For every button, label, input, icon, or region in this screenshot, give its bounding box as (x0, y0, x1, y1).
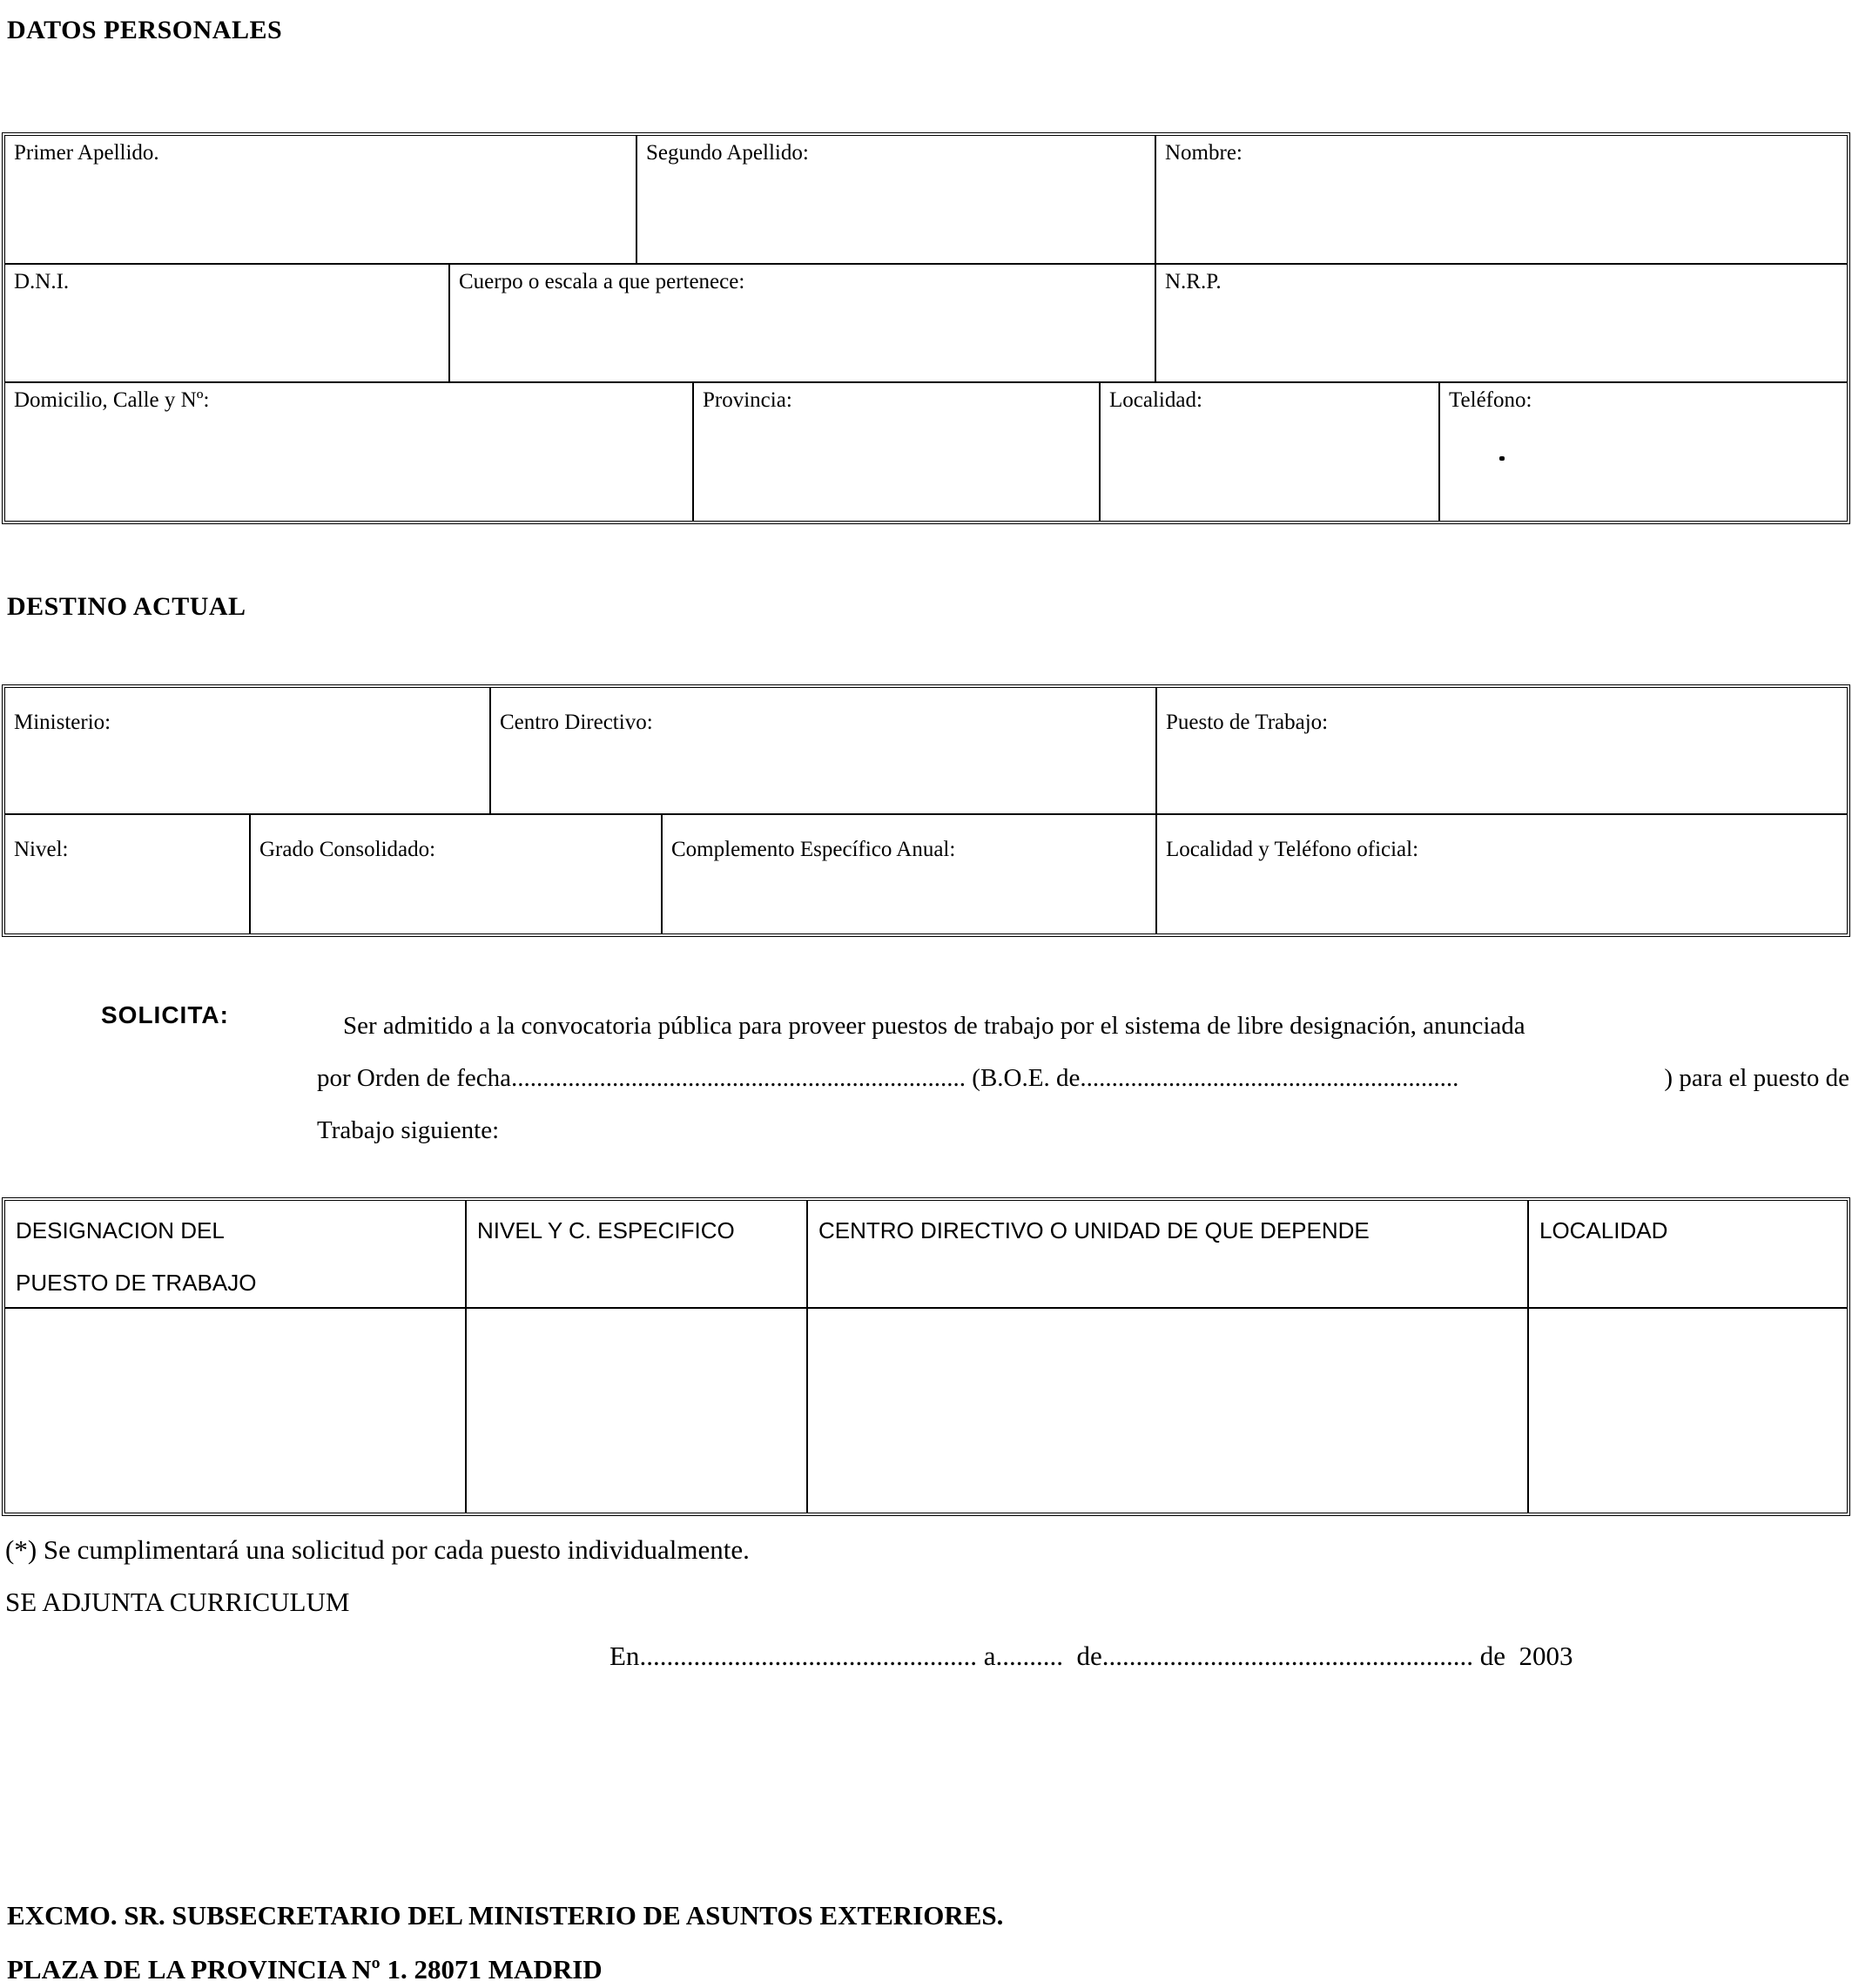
adjunta-text: SE ADJUNTA CURRICULUM (5, 1587, 350, 1617)
year-text: de 2003 (1472, 1641, 1573, 1671)
localidad-telefono-label: Localidad y Teléfono oficial: (1166, 838, 1419, 861)
en-label: En (609, 1641, 640, 1671)
nrp-field[interactable] (1156, 265, 1847, 383)
puesto-nivel-cell[interactable] (467, 1309, 808, 1513)
nivel-header-label: NIVEL Y C. ESPECIFICO (477, 1217, 735, 1243)
destino-actual-heading: DESTINO ACTUAL (7, 592, 246, 621)
datos-personales-grid (2, 132, 1850, 524)
centro-directivo-label: Centro Directivo: (500, 711, 653, 734)
centro-header-label: CENTRO DIRECTIVO O UNIDAD DE QUE DEPENDE (818, 1217, 1370, 1243)
puesto-trabajo-label: Puesto de Trabajo: (1166, 711, 1329, 734)
segundo-apellido-field[interactable] (637, 136, 1156, 265)
localidad-header-label: LOCALIDAD (1539, 1217, 1668, 1243)
dni-field[interactable] (5, 265, 450, 383)
telefono-label: Teléfono: (1449, 388, 1532, 412)
grado-field[interactable] (251, 815, 663, 933)
boe-label: (B.O.E. de (966, 1064, 1081, 1092)
dia-blank[interactable]: .......... (995, 1641, 1063, 1671)
provincia-field[interactable] (694, 383, 1101, 521)
orden-fecha-label: por Orden de fecha (317, 1064, 512, 1092)
puesto-header-centro (808, 1201, 1529, 1309)
provincia-label: Provincia: (703, 388, 792, 412)
domicilio-label: Domicilio, Calle y Nº: (14, 388, 210, 412)
puesto-localidad-cell[interactable] (1529, 1309, 1847, 1513)
datos-personales-heading: DATOS PERSONALES (7, 16, 283, 44)
puesto-designacion-cell[interactable] (5, 1309, 467, 1513)
complemento-label: Complemento Específico Anual: (671, 838, 956, 861)
de-label: de (1062, 1641, 1102, 1671)
solicita-line-2 (317, 1052, 1849, 1104)
nivel-field[interactable] (5, 815, 251, 933)
a-label: a (976, 1641, 996, 1671)
segundo-apellido-label: Segundo Apellido: (646, 141, 809, 165)
solicita-line-1: Ser admitido a la convocatoria pública para proveer puestos de trabajo por el sistema de libre designación, anunciada (343, 1012, 1525, 1040)
localidad-field[interactable] (1101, 383, 1440, 521)
puesto-table (2, 1197, 1850, 1516)
puesto-header-localidad (1529, 1201, 1847, 1309)
orden-fecha-blank[interactable]: ........................................................................ (511, 1064, 966, 1092)
nombre-label: Nombre: (1165, 141, 1243, 165)
designacion-header-label: DESIGNACION DEL PUESTO DE TRABAJO (16, 1217, 257, 1296)
destino-actual-grid (2, 684, 1850, 937)
puesto-centro-cell[interactable] (808, 1309, 1529, 1513)
cuerpo-field[interactable] (450, 265, 1156, 383)
centro-directivo-field[interactable] (491, 688, 1157, 815)
mes-blank[interactable]: ....................................................... (1101, 1641, 1473, 1671)
footer-line-1: EXCMO. SR. SUBSECRETARIO DEL MINISTERIO DE ASUNTOS EXTERIORES. (7, 1900, 1004, 1931)
grado-label: Grado Consolidado: (259, 838, 436, 861)
localidad-telefono-field[interactable] (1157, 815, 1847, 933)
lugar-blank[interactable]: .................................................. (639, 1641, 977, 1671)
boe-blank[interactable]: ............................................................ (1080, 1064, 1459, 1092)
localidad-label: Localidad: (1109, 388, 1202, 412)
solicita-line-3: Trabajo siguiente: (317, 1116, 500, 1144)
ministerio-field[interactable] (5, 688, 491, 815)
fecha-line (609, 1641, 1573, 1672)
puesto-trabajo-field[interactable] (1157, 688, 1847, 815)
cuerpo-label: Cuerpo o escala a que pertenece: (459, 270, 745, 293)
note-text: (*) Se cumplimentará una solicitud por cada puesto individualmente. (5, 1534, 750, 1565)
dni-label: D.N.I. (14, 270, 70, 293)
domicilio-field[interactable] (5, 383, 694, 521)
puesto-de-text: ) para el puesto de (1664, 1064, 1849, 1092)
complemento-field[interactable] (663, 815, 1157, 933)
nivel-label: Nivel: (14, 838, 69, 861)
nrp-label: N.R.P. (1165, 270, 1222, 293)
puesto-header-designacion (5, 1201, 467, 1309)
nombre-field[interactable] (1156, 136, 1847, 265)
footer-line-2: PLAZA DE LA PROVINCIA Nº 1. 28071 MADRID (7, 1954, 603, 1985)
solicita-paragraph (317, 1000, 1849, 1156)
telefono-field[interactable] (1440, 383, 1847, 521)
ministerio-label: Ministerio: (14, 711, 111, 734)
ink-mark (1499, 456, 1505, 461)
solicita-label: SOLICITA: (101, 1001, 229, 1028)
primer-apellido-field[interactable] (5, 136, 637, 265)
puesto-header-nivel (467, 1201, 808, 1309)
primer-apellido-label: Primer Apellido. (14, 141, 159, 165)
